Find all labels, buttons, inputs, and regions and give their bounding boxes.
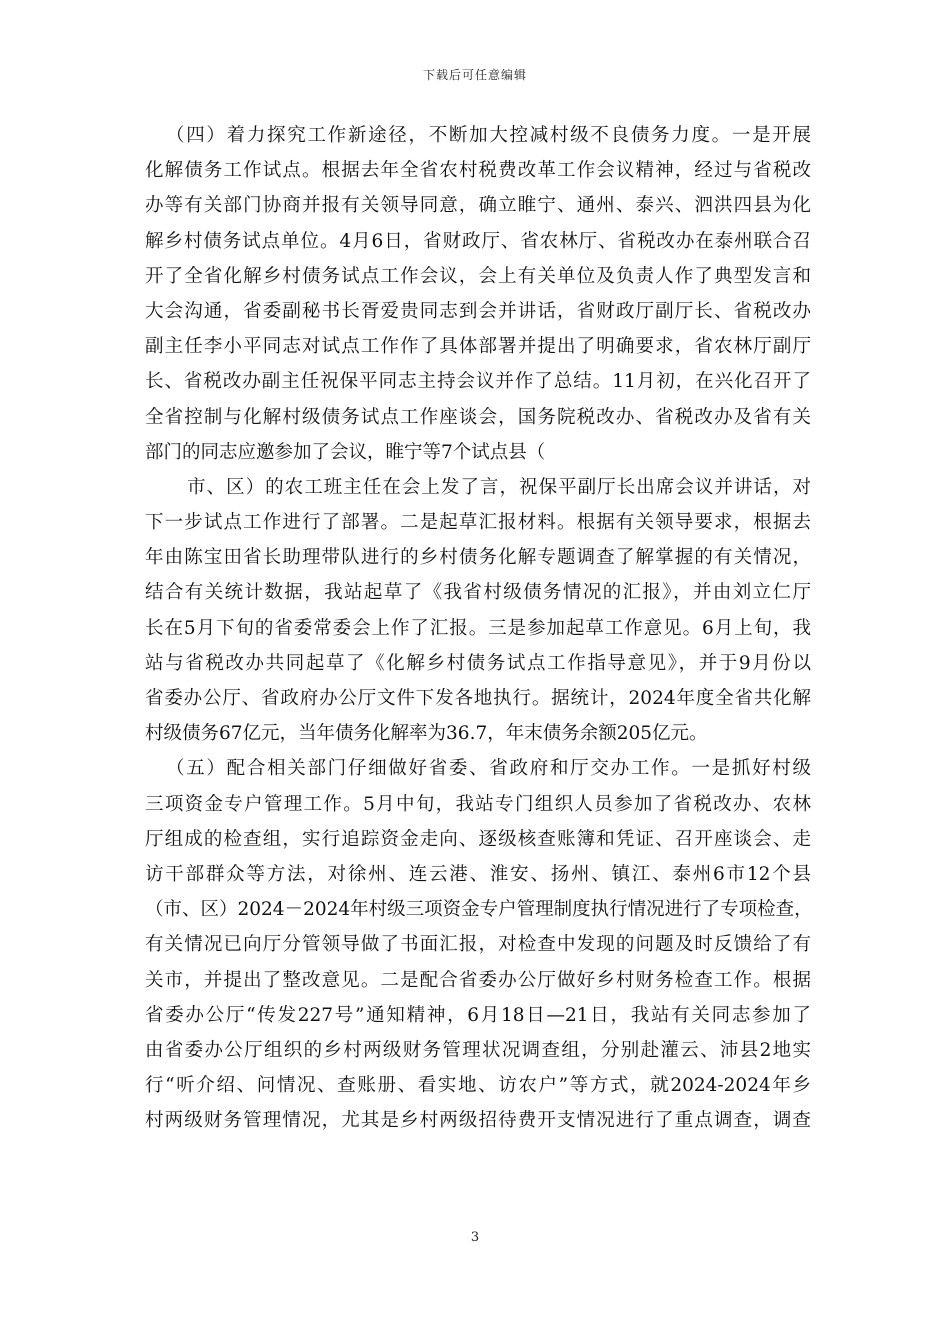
- text-line: 省委办公厅、省政府办公厅文件下发各地执行。据统计，2024年度全省共化解: [145, 688, 811, 709]
- text-line: 长、省税改办副主任祝保平同志主持会议并作了总结。11月初，在兴化召开了: [145, 371, 811, 393]
- text-line: （五）配合相关部门仔细做好省委、省政府和厅交办工作。一是抓好村级: [166, 758, 811, 780]
- text-line: 全省控制与化解村级债务试点工作座谈会，国务院税改办、省税改办及省有关: [145, 406, 811, 428]
- page-header: 下载后可任意编辑: [422, 68, 527, 82]
- text-line: 化解债务工作试点。根据去年全省农村税费改革工作会议精神，经过与省税改: [145, 160, 811, 182]
- text-line: 市、区）的农工班主任在会上发了言，祝保平副厅长出席会议并讲话，对: [187, 476, 811, 498]
- text-line: 三项资金专户管理工作。5月中旬，我站专门组织人员参加了省税改办、农林: [145, 793, 811, 815]
- text-line: 长在5月下旬的省委常委会上作了汇报。三是参加起草工作意见。6月上旬，我: [145, 617, 811, 639]
- text-line: 有关情况已向厅分管领导做了书面汇报，对检查中发现的问题及时反馈给了有: [145, 934, 811, 956]
- body-text: [145, 118, 811, 1138]
- text-line: 下一步试点工作进行了部署。二是起草汇报材料。根据有关领导要求，根据去: [145, 512, 811, 534]
- text-line: 大会沟通，省委副秘书长胥爱贵同志到会并讲话，省财政厅副厅长、省税改办: [145, 300, 811, 322]
- text-line: （四）着力探究工作新途径，不断加大控减村级不良债务力度。一是开展: [166, 125, 811, 146]
- text-line: 开了全省化解乡村债务试点工作会议，会上有关单位及负责人作了典型发言和: [145, 265, 811, 287]
- text-line: （市、区）2024－2024年村级三项资金专户管理制度执行情况进行了专项检查，: [145, 899, 813, 921]
- text-line: 解乡村债务试点单位。4月6日，省财政厅、省农林厅、省税改办在泰州联合召: [145, 230, 811, 252]
- text-line: 结合有关统计数据，我站起草了《我省村级债务情况的汇报》，并由刘立仁厅: [145, 582, 811, 604]
- text-line: 由省委办公厅组织的乡村两级财务管理状况调查组，分别赴灌云、沛县2地实: [145, 1039, 811, 1061]
- text-line: 年由陈宝田省长助理带队进行的乡村债务化解专题调查了解掌握的有关情况，: [145, 547, 811, 569]
- text-line: 访干部群众等方法，对徐州、连云港、淮安、扬州、镇江、泰州6市12个县: [145, 863, 811, 885]
- text-line: 村两级财务管理情况，尤其是乡村两级招待费开支情况进行了重点调查，调查: [145, 1110, 811, 1132]
- text-line: 行“听介绍、问情况、查账册、看实地、访农户”等方式，就2024-2024年乡: [145, 1075, 811, 1097]
- text-line: 关市，并提出了整改意见。二是配合省委办公厅做好乡村财务检查工作。根据: [145, 969, 811, 991]
- text-line: 厅组成的检查组，实行追踪资金走向、逐级核查账簿和凭证、召开座谈会、走: [145, 828, 811, 850]
- text-line: 站与省税改办共同起草了《化解乡村债务试点工作指导意见》，并于9月份以: [145, 652, 811, 674]
- text-line: 部门的同志应邀参加了会议，睢宁等7个试点县（: [145, 441, 546, 463]
- page-number: 3: [470, 1230, 480, 1245]
- text-line: 村级债务67亿元，当年债务化解率为36.7，年末债务余额205亿元。: [145, 723, 708, 745]
- text-line: 办等有关部门协商并报有关领导同意，确立睢宁、通州、泰兴、泗洪四县为化: [145, 195, 811, 217]
- text-line: 副主任李小平同志对试点工作作了具体部署并提出了明确要求，省农林厅副厅: [145, 336, 811, 358]
- text-line: 省委办公厅“传发227号”通知精神，6月18日—21日，我站有关同志参加了: [145, 1004, 811, 1026]
